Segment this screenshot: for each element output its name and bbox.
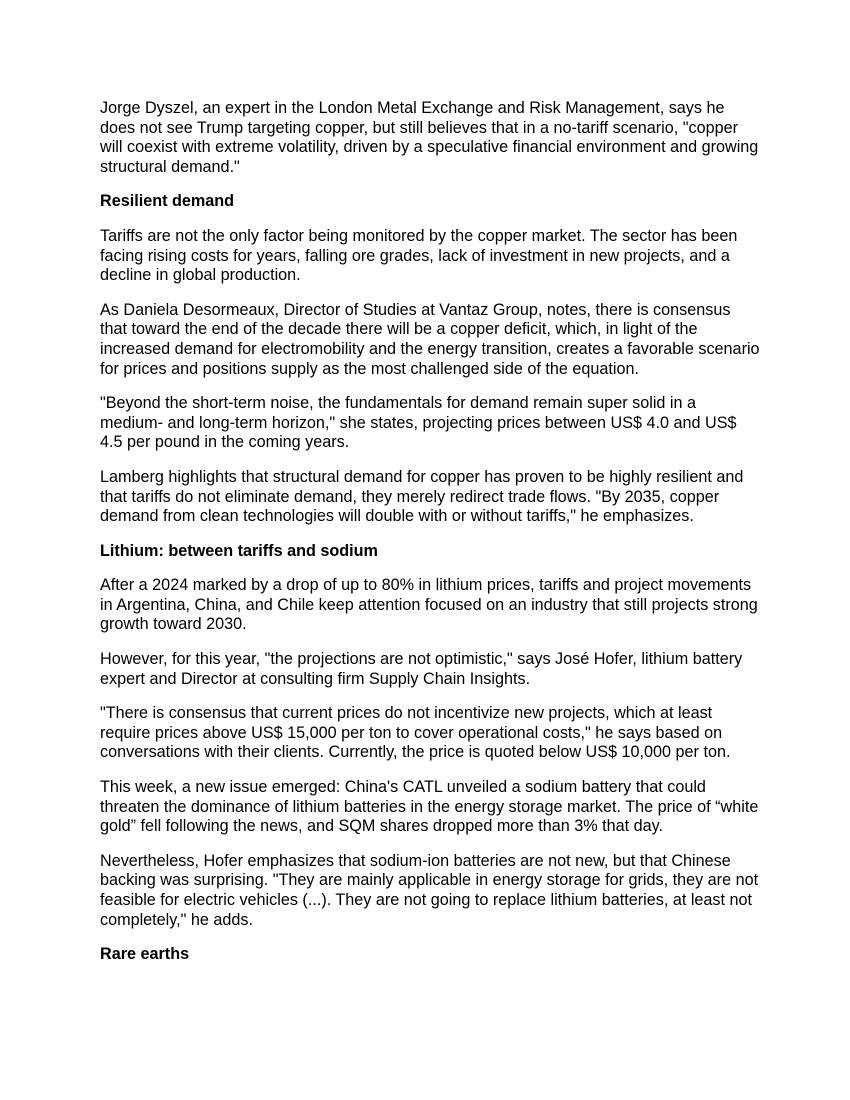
paragraph: "There is consensus that current prices do not incentivize new projects, which at least require prices above US$ 15,000 per ton to cover operational costs," he says based on conversations with their clients. Currently, the price is quoted below US$ 10,000 per ton. xyxy=(100,704,731,762)
intro-paragraph: Jorge Dyszel, an expert in the London Metal Exchange and Risk Management, says he does not see Trump targeting copper, but still believes that in a no-tariff scenario, "copper will coexist with extreme volatility, driven by a speculative financial environment and growing structural demand." xyxy=(100,99,759,176)
paragraph: After a 2024 marked by a drop of up to 80% in lithium prices, tariffs and project movements in Argentina, China, and Chile keep attention focused on an industry that still projects strong growth toward 2030. xyxy=(100,576,758,634)
section-heading-resilient-demand: Resilient demand xyxy=(100,192,235,211)
section-heading-rare-earths: Rare earths xyxy=(100,945,190,964)
section-heading-lithium: Lithium: between tariffs and sodium xyxy=(100,541,378,560)
paragraph: However, for this year, "the projections are not optimistic," says José Hofer, lithium battery expert and Director at consulting firm Supply Chain Insights. xyxy=(100,650,743,688)
paragraph: Nevertheless, Hofer emphasizes that sodium-ion batteries are not new, but that Chinese backing was surprising. "They are mainly applicable in energy storage for grids, they are not feasible for electric vehicles (...). They are not going to replace lithium batteries, at least not completely," he adds. xyxy=(100,851,759,929)
paragraph: As Daniela Desormeaux, Director of Studies at Vantaz Group, notes, there is consensus that toward the end of the decade there will be a copper deficit, which, in light of the increased demand for electromobility and the energy transition, creates a favorable scenario for prices and positions supply as the most challenged side of the equation. xyxy=(100,300,760,378)
paragraph: This week, a new issue emerged: China's CATL unveiled a sodium battery that could threaten the dominance of lithium batteries in the energy storage market. The price of “white gold” fell following the news, and SQM shares dropped more than 3% that day. xyxy=(100,778,759,836)
paragraph: Tariffs are not the only factor being monitored by the copper market. The sector has been facing rising costs for years, falling ore grades, lack of investment in new projects, and a decline in global production. xyxy=(100,226,738,285)
paragraph: Lamberg highlights that structural demand for copper has proven to be highly resilient and that tariffs do not eliminate demand, they merely redirect trade flows. "By 2035, copper demand from clean technologies will double with or without tariffs," he emphasizes. xyxy=(100,467,744,526)
document-page xyxy=(100,99,760,980)
paragraph: "Beyond the short-term noise, the fundamentals for demand remain super solid in a medium- and long-term horizon," she states, projecting prices between US$ 4.0 and US$ 4.5 per pound in the coming years. xyxy=(100,394,737,452)
